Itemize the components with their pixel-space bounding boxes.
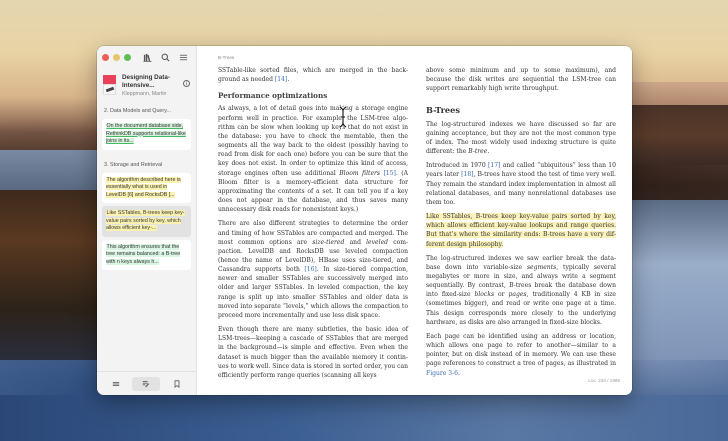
- annotations-tab[interactable]: [132, 377, 160, 391]
- highlight[interactable]: Like SSTables, B-trees keep key-value pairs sorted by key, which allows efficient key-value lookups and range queries. But that’s where the similarity ends: B-trees have a very dif-ferent design philosophy.: [426, 213, 616, 248]
- annotation-card[interactable]: [102, 173, 191, 204]
- annotation-text: Like SSTables, B-trees keep key-value pairs sorted by key, which allows efficient key-...: [106, 210, 185, 231]
- list-icon: [112, 380, 120, 388]
- section-heading: Performance optimizations: [218, 91, 328, 101]
- annotation-card[interactable]: [102, 119, 191, 150]
- reading-pane[interactable]: [197, 46, 632, 395]
- book-title: Designing Data-Intensive...: [122, 74, 170, 89]
- annotation-text: On the document database side, RethinkDB supports relational-like joins in its...: [106, 123, 186, 144]
- paragraph: Each page can be identified using an address or location, which allows one page to refer to another—similar to a pointer, but on disk instead of in memory. We can use these page references to construct a tree of pages, as illustrated in Figure 3-6.: [426, 332, 616, 377]
- paragraph: Even though there are many subtleties, the basic idea of LSM-trees—keeping a cascade of SSTables that are merged in the background—is simple and effective. Even when the dataset is much bigger than the available memory it contin-ues to work well. Since data is stored in sorted order, you can efficiently perform range queries (scanning all keys: [218, 326, 408, 379]
- location-indicator: Loc. 234 / 1986: [588, 378, 620, 383]
- paragraph: The log-structured indexes we have discussed so far are gaining acceptance, but they are not the most common type of index. The most widely used indexing structure is quite different: the B-tree.: [426, 120, 616, 156]
- citation-link[interactable]: [16]: [304, 266, 317, 274]
- info-icon[interactable]: i: [183, 80, 190, 87]
- paragraph: The log-structured indexes we saw earlier break the data-base down into variable-size segments, typically several megabytes or more in size, and always write a segment sequentially. By contrast, B-trees break the database down into fixed-size blocks or pages, traditionally 4 KB in size (sometimes bigger), and read or write one page at a time. This design corresponds more closely to the underlying hardware, as disks are also arranged in fixed-size blocks.: [426, 254, 616, 326]
- chapter-section-heading: B-Trees: [426, 105, 460, 116]
- traffic-lights: [102, 54, 131, 61]
- titlebar: [97, 46, 196, 68]
- bookmarks-tab[interactable]: [163, 377, 191, 391]
- paragraph: There are also different strategies to determine the order and timing of how SSTables are compacted and merged. The most common options are size-tiered and leveled com-paction. LevelDB and RocksDB use leveled compaction (hence the name of LevelDB), HBase uses size-tiered, and Cassandra supports both [16]. In size-tiered compaction, newer and smaller SSTables are successively merged into older and larger SSTables. In leveled compaction, the key range is split up into smaller SSTables and older data is moved into separate “levels,” which allows the compaction to proceed more incrementally and use less disk space.: [218, 220, 408, 319]
- annotation-text: The algorithm described here is essentially what is used in LevelDB [6] and RocksDB [...: [106, 176, 181, 198]
- highlighter-icon: [142, 380, 150, 388]
- figure-link[interactable]: Figure 3-6: [426, 369, 459, 377]
- citation-link[interactable]: [14]: [274, 76, 288, 84]
- sidebar-footer: [97, 371, 196, 395]
- sidebar: [97, 46, 197, 395]
- page-column-right[interactable]: [426, 66, 616, 383]
- paragraph: SSTable-like sorted files, which are merged in the back-ground as needed [14].: [218, 67, 408, 84]
- book-author: Kleppmann, Martin: [122, 91, 167, 97]
- zoom-button[interactable]: [124, 54, 131, 61]
- citation-link[interactable]: [17]: [488, 162, 501, 170]
- paragraph: As always, a lot of detail goes into making a storage engine perform well in practice. For example, the LSM-tree algo-rithm can be slow when looking up keys that do not exist in the database: you have to check the memtable, then the segments all the way back to the oldest (possibly having to read from disk for each one) before you can be sure that the key does not exist. In order to optimize this kind of access, storage engines often use additional Bloom filters [15]. (A Bloom filter is a memory-efficient data structure for approximating the contents of a set. It can tell you if a key does not appear in the database, and thus saves many unnecessary disk reads for nonexistent keys.): [218, 105, 408, 214]
- search-icon[interactable]: [161, 53, 170, 62]
- bookmark-icon: [173, 380, 181, 388]
- citation-link[interactable]: [15]: [383, 169, 396, 177]
- book-header: [97, 68, 196, 102]
- book-cover: [103, 75, 116, 95]
- section-label-chapter-2: 2. Data Models and Query...: [104, 108, 172, 114]
- minimize-button[interactable]: [113, 54, 120, 61]
- paragraph: above some minimum and up to some maximum), and because the disk writes are sequential the LSM-tree can support remarkably high write throughput.: [426, 67, 616, 93]
- books-app-window: [97, 46, 632, 395]
- citation-link[interactable]: [18]: [461, 171, 474, 179]
- contents-tab[interactable]: [102, 377, 130, 391]
- library-icon[interactable]: [143, 53, 152, 62]
- annotations-list: [97, 102, 196, 273]
- annotation-card-selected[interactable]: [102, 206, 191, 237]
- running-head: B-Trees: [218, 55, 235, 60]
- paragraph: Introduced in 1970 [17] and called “ubiquitous” less than 10 years later [18], B-trees have stood the test of time very well. They remain the standard index implementation in almost all relational databases, and many nonrelational databases use them too.: [426, 162, 616, 206]
- table-of-contents-icon[interactable]: [179, 53, 188, 62]
- close-button[interactable]: [102, 54, 109, 61]
- annotation-card[interactable]: [102, 240, 191, 271]
- page-column-left[interactable]: [218, 66, 408, 385]
- highlighted-paragraph[interactable]: [426, 212, 616, 249]
- annotation-text: This algorithm ensures that the tree remains balanced: a B-tree with n keys always h...: [106, 243, 181, 265]
- section-label-chapter-3: 3. Storage and Retrieval: [104, 161, 163, 168]
